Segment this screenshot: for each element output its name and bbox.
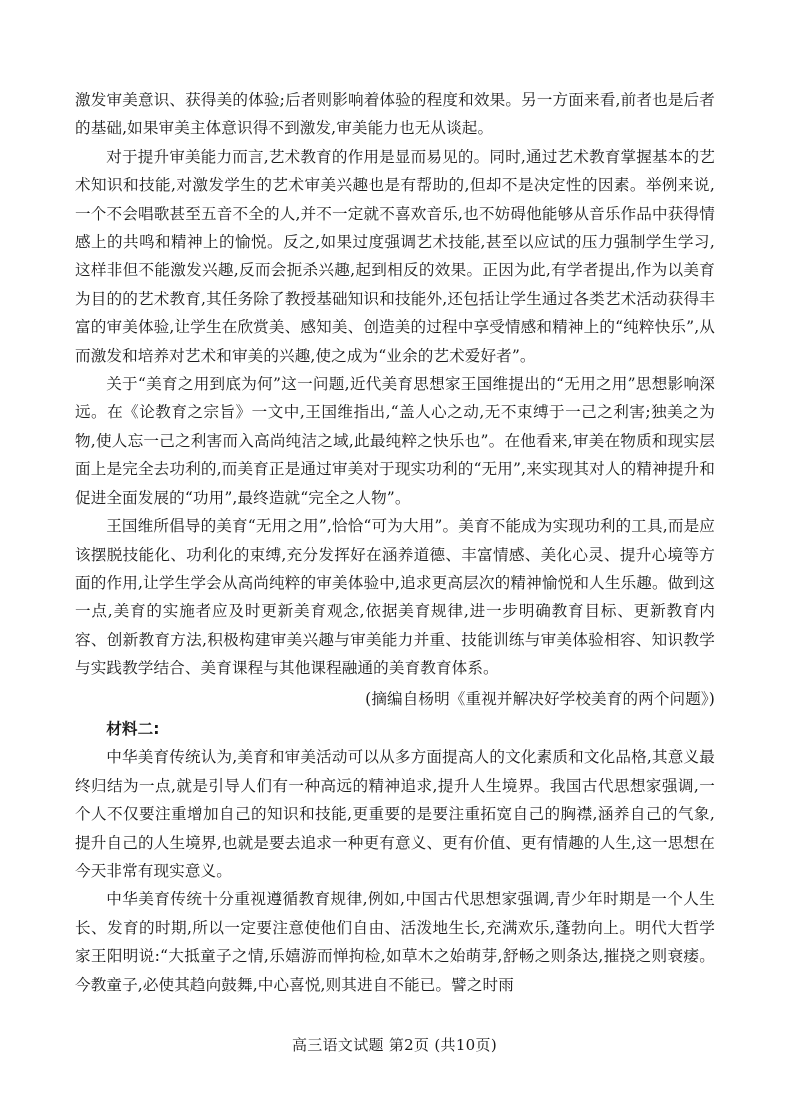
paragraph-wang-guowei: 关于“美育之用到底为何”这一问题,近代美育思想家王国维提出的“无用之用”思想影响深远。在《论教育之宗旨》一文中,王国维指出,“盖人心之动,无不束缚于一己之利害;独美之为物,使人忘一己之利害而入高尚纯洁之域,此最纯粹之快乐也”。在他看来,审美在物质和现实层面上是完全去功利的,而美育正是通过审美对于现实功利的“无用”,来实现其对人的精神提升和促进全面发展的“功用”,最终造就“完全之人物”。 <box>75 375 715 507</box>
page-content <box>75 86 715 999</box>
paragraph-chinese-aesthetic-tradition: 中华美育传统认为,美育和审美活动可以从多方面提高人的文化素质和文化品格,其意义最终归结为一点,就是引导人们有一种高远的精神追求,提升人生境界。我国古代思想家强调,一个人不仅要注重增加自己的知识和技能,更重要的是要注重拓宽自己的胸襟,涵养自己的气象,提升自己的人生境界,也就是要去追求一种更有意义、更有价值、更有情趣的人生,这一思想在今天非常有现实意义。 <box>75 748 715 880</box>
paragraph-educational-rules: 中华美育传统十分重视遵循教育规律,例如,中国古代思想家强调,青少年时期是一个人生长、发育的时期,所以一定要注意使他们自由、活泼地生长,充满欢乐,蓬勃向上。明代大哲学家王阳明说:“大抵童子之情,乐嬉游而惮拘检,如草木之始萌芽,舒畅之则条达,摧挠之则衰痿。今教童子,必使其趋向鼓舞,中心喜悦,则其进自不能已。譬之时雨 <box>75 890 716 994</box>
page-footer: 高三语文试题 第2页 (共10页) <box>292 1036 497 1054</box>
paragraph-art-education: 对于提升审美能力而言,艺术教育的作用是显而易见的。同时,通过艺术教育掌握基本的艺术知识和技能,对激发学生的艺术审美兴趣也是有帮助的,但却不是决定性的因素。举例来说,一个不会唱歌甚至五音不全的人,并不一定就不喜欢音乐,也不妨碍他能够从音乐作品中获得情感上的共鸣和精神上的愉悦。反之,如果过度强调艺术技能,甚至以应试的压力强制学生学习,这样非但不能激发兴趣,反而会扼杀兴趣,起到相反的效果。正因为此,有学者提出,作为以美育为目的的艺术教育,其任务除了教授基础知识和技能外,还包括让学生通过各类艺术活动获得丰富的审美体验,让学生在欣赏美、感知美、创造美的过程中享受情感和精神上的“纯粹快乐”,从而激发和培养对艺术和审美的兴趣,使之成为“业余的艺术爱好者”。 <box>75 147 715 365</box>
source-citation: (摘编自杨明《重视并解决好学校美育的两个问题》) <box>365 689 715 708</box>
paragraph-continued: 激发审美意识、获得美的体验;后者则影响着体验的程度和效果。另一方面来看,前者也是后者的基础,如果审美主体意识得不到激发,审美能力也无从谈起。 <box>75 91 715 138</box>
section-heading-material-2: 材料二: <box>106 719 160 738</box>
paragraph-useless-use: 王国维所倡导的美育“无用之用”,恰恰“可为大用”。美育不能成为实现功利的工具,而是应该摆脱技能化、功利化的束缚,充分发挥好在涵养道德、丰富情感、美化心灵、提升心境等方面的作用,让学生学会从高尚纯粹的审美体验中,追求更高层次的精神愉悦和人生乐趣。做到这一点,美育的实施者应及时更新美育观念,依据美育规律,进一步明确教育目标、更新教育内容、创新教育方法,积极构建审美兴趣与审美能力并重、技能训练与审美体验相容、知识教学与实践教学结合、美育课程与其他课程融通的美育教育体系。 <box>75 517 715 678</box>
